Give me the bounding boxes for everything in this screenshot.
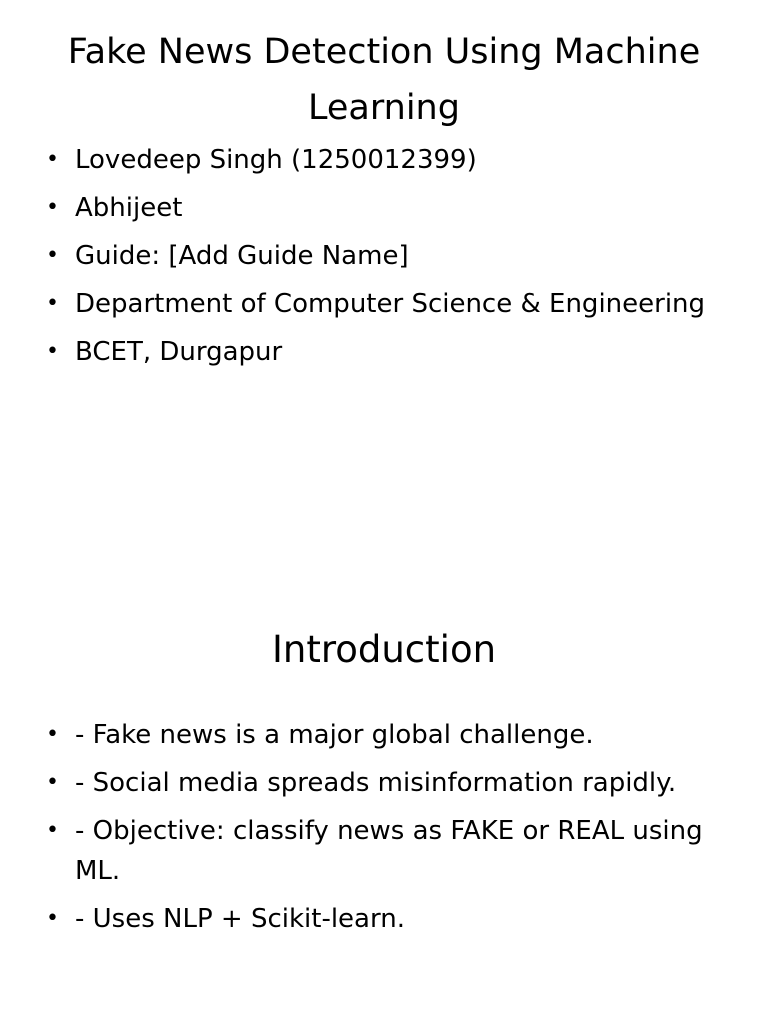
bullet-icon: • bbox=[46, 906, 59, 931]
bullet-text: Department of Computer Science & Engineering bbox=[75, 289, 706, 319]
list-item-point-3 bbox=[46, 811, 726, 891]
title-slide-bullet-list bbox=[46, 140, 726, 380]
bullet-icon: • bbox=[46, 243, 59, 268]
bullet-text: BCET, Durgapur bbox=[75, 337, 283, 367]
list-item-point-4 bbox=[46, 899, 726, 939]
bullet-text: - Objective: classify news as FAKE or REAL using ML. bbox=[75, 816, 703, 886]
bullet-icon: • bbox=[46, 147, 59, 172]
bullet-text: - Uses NLP + Scikit-learn. bbox=[75, 904, 405, 934]
list-item-author-2 bbox=[46, 188, 726, 228]
list-item-point-1 bbox=[46, 715, 726, 755]
introduction-bullet-list bbox=[46, 715, 726, 947]
bullet-text: Guide: [Add Guide Name] bbox=[75, 241, 409, 271]
bullet-icon: • bbox=[46, 195, 59, 220]
bullet-text: - Social media spreads misinformation rapidly. bbox=[75, 768, 677, 798]
bullet-text: Lovedeep Singh (1250012399) bbox=[75, 145, 477, 175]
slide-title-heading: Fake News Detection Using Machine Learning bbox=[67, 32, 701, 128]
bullet-icon: • bbox=[46, 770, 59, 795]
bullet-text: Abhijeet bbox=[75, 193, 183, 223]
list-item-point-2 bbox=[46, 763, 726, 803]
bullet-icon: • bbox=[46, 291, 59, 316]
bullet-icon: • bbox=[46, 818, 59, 843]
slide-introduction-heading: Introduction bbox=[271, 628, 497, 671]
bullet-text: - Fake news is a major global challenge. bbox=[75, 720, 594, 750]
bullet-icon: • bbox=[46, 722, 59, 747]
list-item-institution bbox=[46, 332, 726, 372]
bullet-icon: • bbox=[46, 339, 59, 364]
list-item-department bbox=[46, 284, 726, 324]
list-item-guide bbox=[46, 236, 726, 276]
list-item-author-1 bbox=[46, 140, 726, 180]
slide-introduction bbox=[0, 512, 768, 1024]
